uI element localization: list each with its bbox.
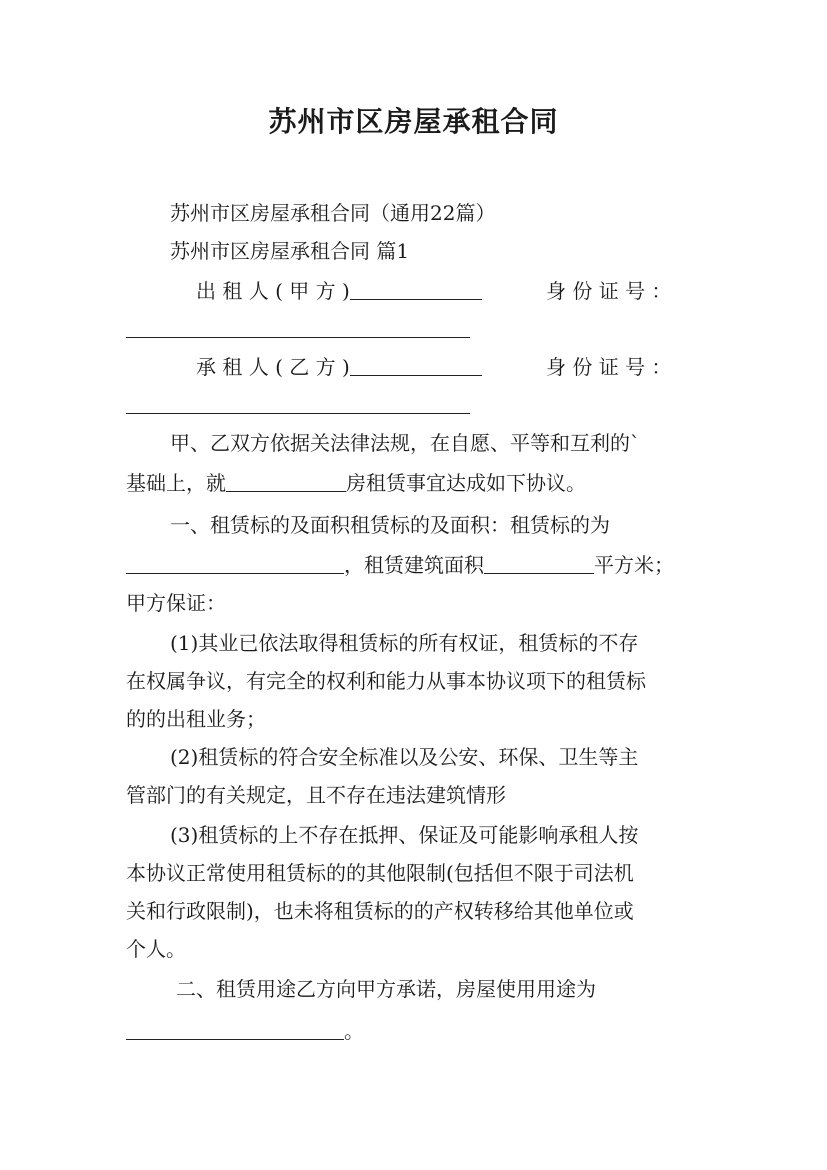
item-1-line-2: 在权属争议，有完全的权利和能力从事本协议项下的租赁标 [126, 669, 646, 693]
item-1-line-3: 的的出租业务； [126, 707, 266, 731]
item-3-line-3: 关和行政限制)，也未将租赁标的的产权转移给其他单位或 [126, 899, 634, 923]
party-b-label: 承 租 人 ( 乙 方 ) [196, 355, 350, 379]
section-heading: 苏州市区房屋承租合同 篇1 [170, 239, 410, 263]
clause-1-area-label: ，租赁建筑面积 [344, 553, 484, 577]
item-2-line-1: (2)租赁标的符合安全标准以及公安、环保、卫生等主 [170, 745, 639, 769]
party-b-id-label: 身 份 证 号 ： [546, 355, 672, 379]
clause-2-period: 。 [344, 1019, 364, 1043]
party-b-row [196, 350, 692, 384]
clause-2-line-2 [126, 1014, 702, 1048]
party-a-id-blank[interactable] [126, 317, 470, 338]
document-title: 苏州市区房屋承租合同 [268, 105, 559, 138]
party-a-row [196, 274, 692, 308]
party-a-name-blank[interactable] [350, 279, 482, 300]
party-a-label: 出 租 人 ( 甲 方 ) [196, 279, 350, 303]
clause-1-line-3: 甲方保证： [126, 591, 226, 615]
party-a-id-label: 身 份 证 号 ： [546, 279, 672, 303]
leased-object-blank[interactable] [126, 553, 344, 574]
premises-blank[interactable] [226, 471, 346, 492]
party-b-name-blank[interactable] [350, 355, 482, 376]
item-2-line-2: 管部门的有关规定，且不存在违法建筑情形 [126, 783, 506, 807]
usage-blank[interactable] [126, 1019, 344, 1040]
party-b-id-row [126, 388, 702, 422]
document-subtitle: 苏州市区房屋承租合同（通用22篇） [170, 201, 496, 225]
clause-2-line-1: 二、租赁用途乙方向甲方承诺，房屋使用用途为 [176, 977, 596, 1001]
clause-1-line-1: 一、租赁标的及面积租赁标的及面积：租赁标的为 [170, 513, 610, 537]
party-a-id-row [126, 312, 702, 346]
intro-line-2-text-b: 房租赁事宜达成如下协议。 [346, 471, 586, 495]
clause-1-line-2 [126, 548, 702, 582]
clause-1-unit: 平方米； [594, 553, 674, 577]
item-1-line-1: (1)其业已依法取得租赁标的所有权证，租赁标的不存 [170, 631, 639, 655]
intro-line-2-text-a: 基础上，就 [126, 471, 226, 495]
item-3-line-2: 本协议正常使用租赁标的的其他限制(包括但不限于司法机 [126, 861, 634, 885]
party-b-id-blank[interactable] [126, 393, 470, 414]
area-blank[interactable] [484, 553, 594, 574]
intro-line-1: 甲、乙双方依据关法律法规，在自愿、平等和互利的` [170, 431, 640, 455]
item-3-line-1: (3)租赁标的上不存在抵押、保证及可能影响承租人按 [170, 823, 639, 847]
intro-line-2 [126, 466, 702, 500]
item-3-line-4: 个人。 [126, 937, 186, 961]
